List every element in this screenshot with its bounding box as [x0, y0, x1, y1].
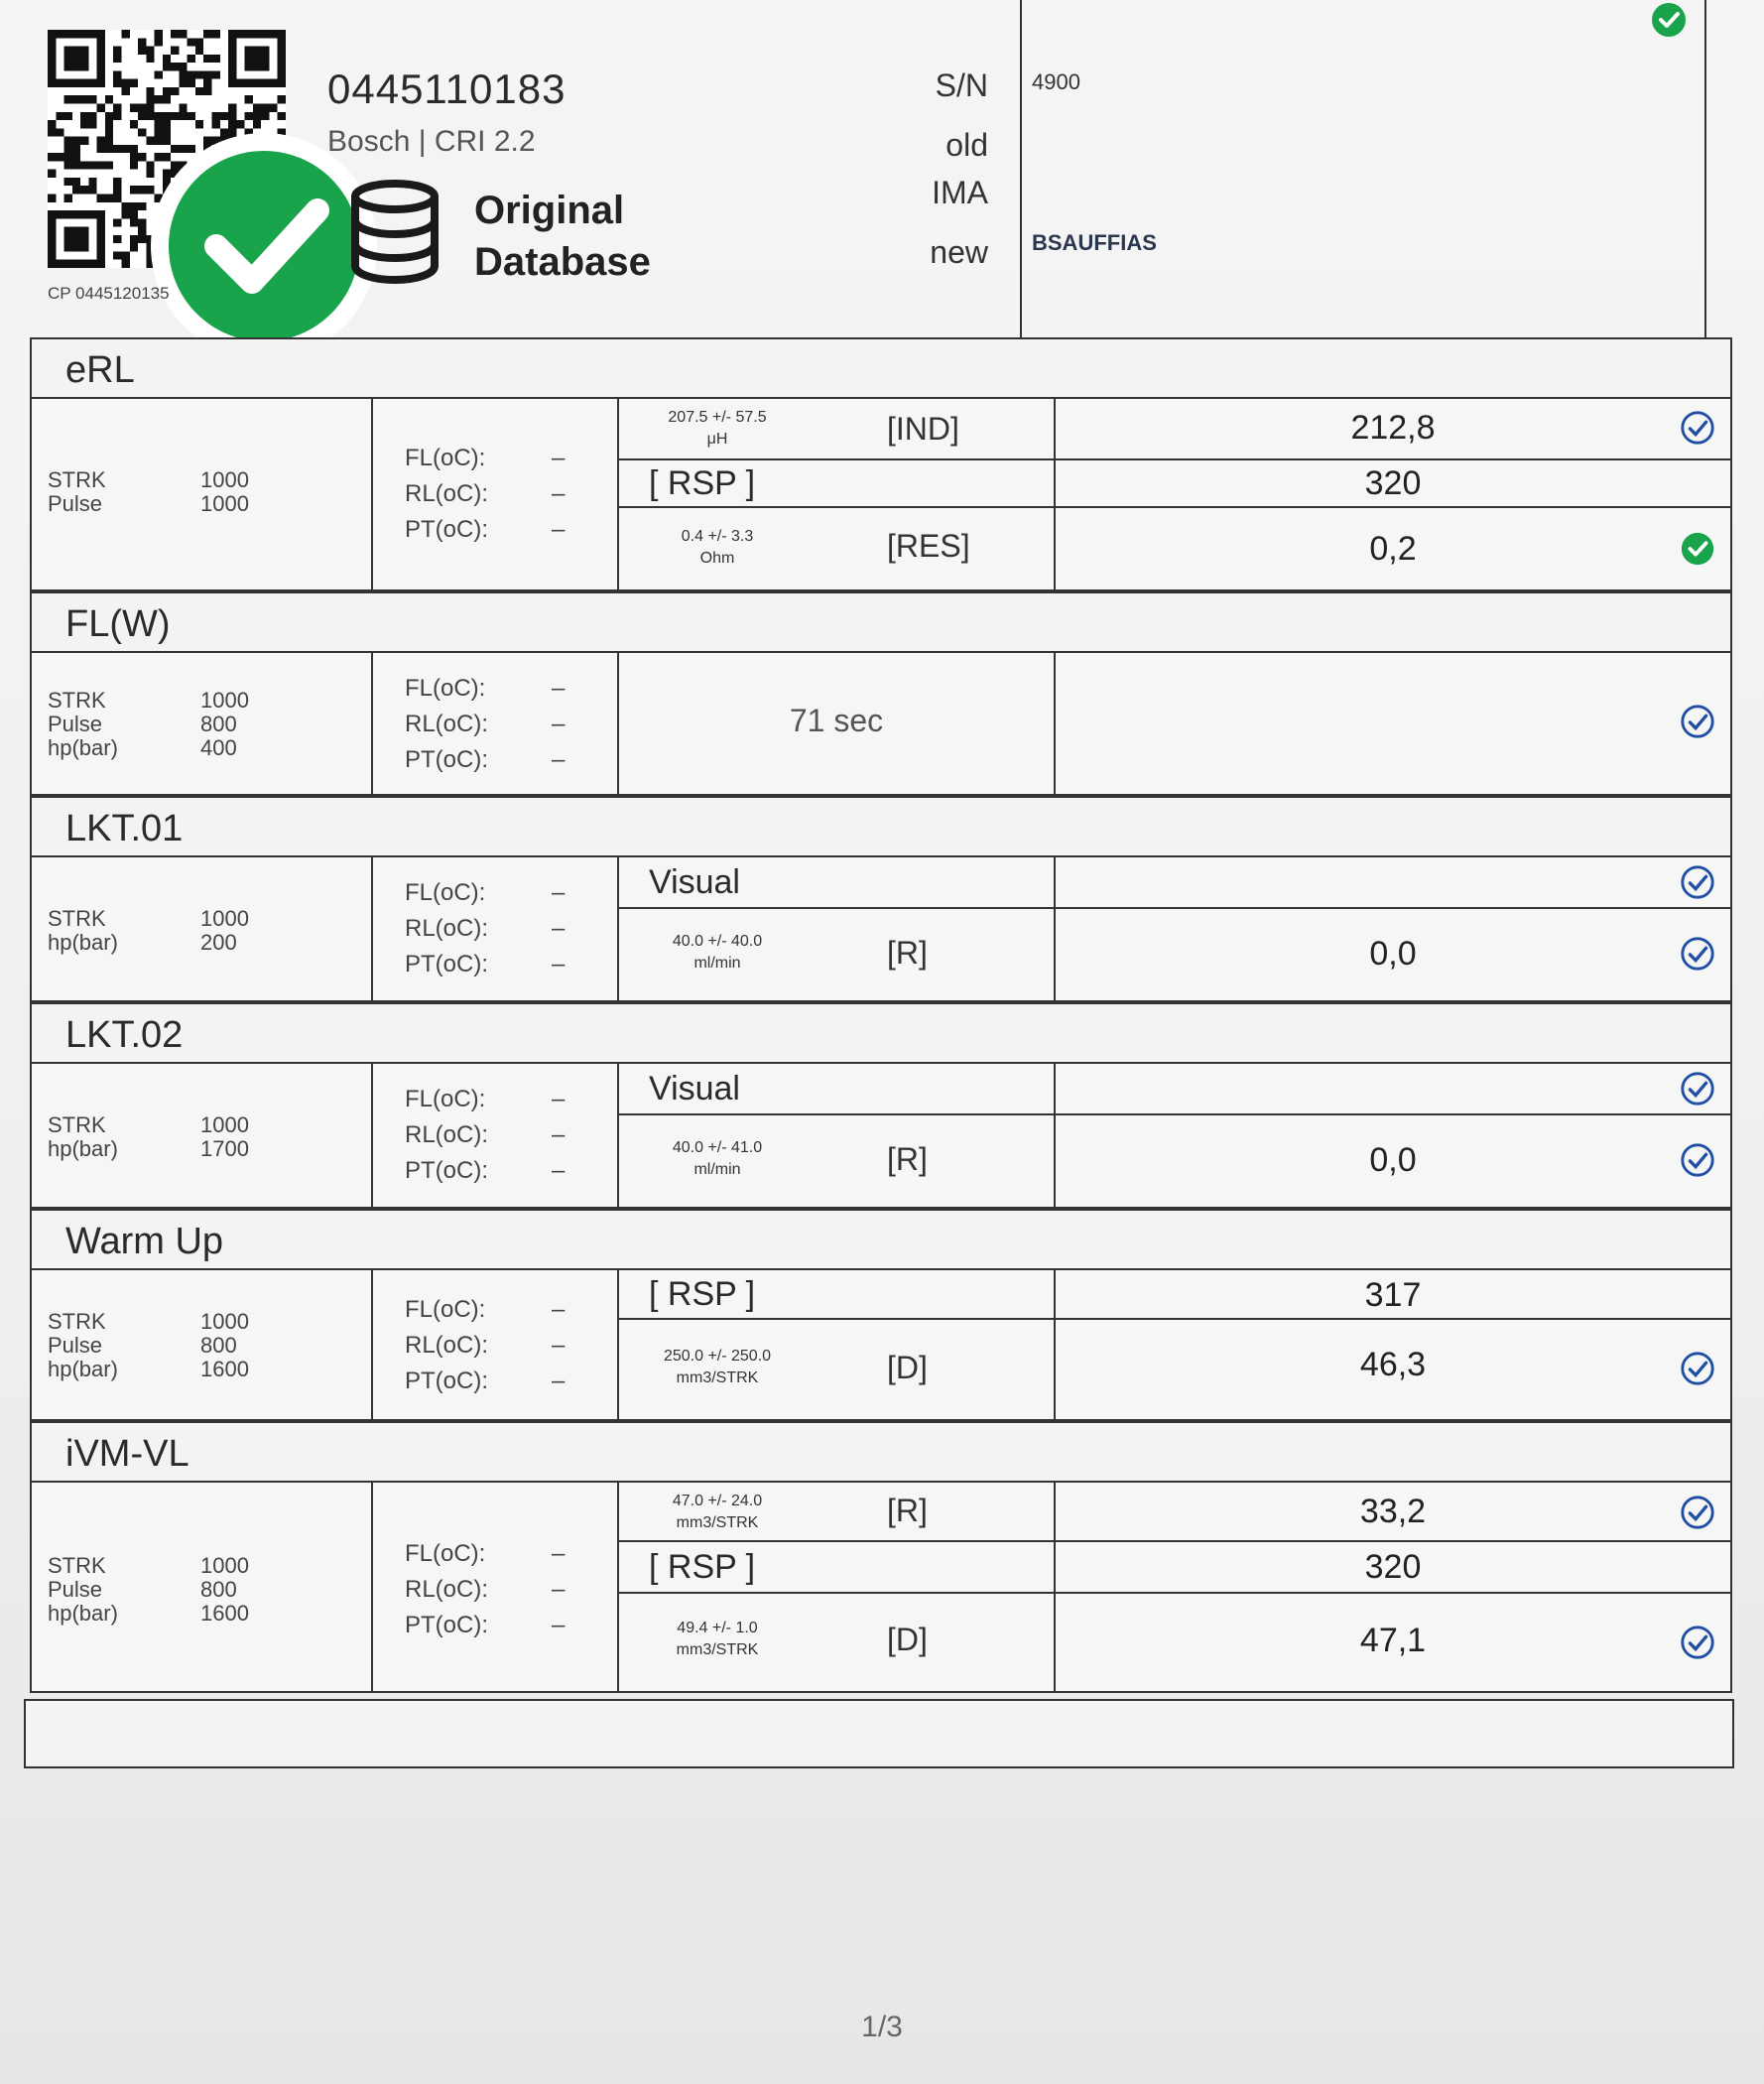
ivmvl-results: [1056, 1483, 1730, 1691]
check-outline-icon: [1679, 863, 1716, 901]
ivmvl-tag-r: [R]: [887, 1493, 928, 1528]
erl-result-row: [1056, 399, 1730, 460]
flw-temps: [373, 653, 619, 794]
section-lkt01-title: LKT.01: [65, 808, 184, 849]
ivmvl-temp-values: – – –: [552, 1540, 566, 1638]
lkt01-spec-r: 40.0 +/- 40.0 ml/min: [672, 933, 763, 972]
qr-code: [48, 30, 286, 268]
lkt01-temp-values: – – –: [552, 879, 566, 977]
ivmvl-param-values: 1000 800 1600: [200, 1553, 249, 1626]
erl-spec-row: [619, 399, 1054, 460]
check-outline-icon: [1679, 1624, 1716, 1661]
warmup-params: [32, 1270, 373, 1419]
lkt01-spec-row: [619, 857, 1054, 909]
warmup-temp-values: – – –: [552, 1296, 566, 1394]
warmup-result-row: [1056, 1270, 1730, 1320]
sn-key: S/N: [935, 67, 988, 103]
check-filled-icon: [1679, 530, 1716, 568]
ivmvl-temps: [373, 1483, 619, 1691]
lkt02-results: [1056, 1064, 1730, 1207]
section-lkt02-header: [30, 1002, 1732, 1064]
lkt01-tag-r: [R]: [887, 935, 928, 971]
lkt02-tag-r: [R]: [887, 1141, 928, 1177]
lkt01-results: [1056, 857, 1730, 1000]
ivmvl-spec-d: 49.4 +/- 1.0 mm3/STRK: [676, 1620, 759, 1658]
erl-value-res: 0,2: [1369, 530, 1417, 568]
section-ivmvl-header: [30, 1421, 1732, 1483]
warmup-param-names: STRK Pulse hp(bar): [48, 1309, 118, 1381]
lkt01-param-names: STRK hp(bar): [48, 906, 118, 955]
brand-model: Bosch | CRI 2.2: [327, 125, 536, 158]
lkt02-specs: [619, 1064, 1056, 1207]
new-key: new: [930, 234, 988, 270]
ivmvl-tag-rsp: [ RSP ]: [649, 1548, 756, 1586]
flw-results: [1056, 653, 1730, 794]
ivmvl-spec-row: [619, 1542, 1054, 1594]
lkt02-tag-visual: Visual: [649, 1070, 740, 1107]
lkt02-spec-row: [619, 1064, 1054, 1115]
section-warmup-body: [30, 1270, 1732, 1421]
warmup-specs: [619, 1270, 1056, 1419]
header-divider: [1020, 0, 1022, 337]
ivmvl-result-row: [1056, 1483, 1730, 1542]
check-outline-icon: [1679, 1070, 1716, 1107]
check-outline-icon: [1679, 1494, 1716, 1531]
ivmvl-spec-row: [619, 1483, 1054, 1542]
ivmvl-spec-row: [619, 1594, 1054, 1693]
warmup-temp-names: FL(oC): RL(oC): PT(oC):: [405, 1296, 489, 1394]
lkt02-spec-r: 40.0 +/- 41.0 ml/min: [672, 1139, 763, 1178]
status-ok-icon: [1649, 0, 1689, 40]
erl-result-row: [1056, 508, 1730, 591]
ima-key: IMA: [932, 175, 988, 210]
lkt01-result-row: [1056, 857, 1730, 909]
erl-spec-res: 0.4 +/- 3.3 Ohm: [681, 528, 754, 567]
flw-temp-names: FL(oC): RL(oC): PT(oC):: [405, 675, 489, 773]
old-key: old: [945, 127, 988, 163]
ivmvl-param-names: STRK Pulse hp(bar): [48, 1553, 118, 1626]
flw-duration: [619, 653, 1056, 794]
header-right-edge: [1704, 0, 1706, 337]
erl-value-ind: 212,8: [1350, 409, 1436, 447]
section-erl-title: eRL: [65, 349, 135, 391]
ivmvl-specs: [619, 1483, 1056, 1691]
lkt01-value-r: 0,0: [1369, 935, 1417, 973]
check-outline-icon: [1679, 1141, 1716, 1179]
erl-tag-res: [RES]: [887, 528, 970, 564]
section-warmup-header: [30, 1209, 1732, 1270]
lkt02-params: [32, 1064, 373, 1207]
lkt02-temp-names: FL(oC): RL(oC): PT(oC):: [405, 1086, 489, 1184]
warmup-result-row: [1056, 1320, 1730, 1421]
section-flw-header: [30, 591, 1732, 653]
erl-tag-rsp: [ RSP ]: [649, 464, 756, 502]
lkt02-result-row: [1056, 1064, 1730, 1115]
lkt02-spec-row: [619, 1115, 1054, 1209]
erl-specs: [619, 399, 1056, 589]
lkt01-temps: [373, 857, 619, 1000]
section-lkt01-header: [30, 796, 1732, 857]
ivmvl-params: [32, 1483, 373, 1691]
lkt02-temps: [373, 1064, 619, 1207]
erl-params: [32, 399, 373, 589]
ivmvl-value-r: 33,2: [1359, 1493, 1427, 1530]
erl-temp-values: – – –: [552, 445, 566, 543]
lkt02-temp-values: – – –: [552, 1086, 566, 1184]
warmup-temps: [373, 1270, 619, 1419]
warmup-value-rsp: 317: [1364, 1276, 1422, 1314]
erl-param-names: STRK Pulse: [48, 467, 106, 516]
page-number: 1/3: [861, 2011, 903, 2043]
check-outline-icon: [1679, 1350, 1716, 1387]
lkt01-param-values: 1000 200: [200, 906, 249, 955]
database-label-line2: Database: [474, 240, 651, 284]
ivmvl-result-row: [1056, 1594, 1730, 1693]
section-flw-body: [30, 653, 1732, 796]
check-outline-icon: [1679, 409, 1716, 447]
ivmvl-spec-r: 47.0 +/- 24.0 mm3/STRK: [672, 1493, 763, 1531]
section-ivmvl-title: iVM-VL: [65, 1433, 189, 1475]
erl-tag-ind: [IND]: [887, 411, 959, 447]
warmup-value-d: 46,3: [1359, 1346, 1427, 1383]
sn-value: 4900: [1032, 69, 1080, 94]
check-outline-icon: [1679, 935, 1716, 973]
warmup-spec-row: [619, 1270, 1054, 1320]
lkt01-tag-visual: Visual: [649, 863, 740, 901]
erl-results: [1056, 399, 1730, 589]
erl-spec-ind: 207.5 +/- 57.5 μH: [668, 409, 767, 448]
erl-temp-names: FL(oC): RL(oC): PT(oC):: [405, 445, 489, 543]
flw-temp-values: – – –: [552, 675, 566, 773]
ivmvl-temp-names: FL(oC): RL(oC): PT(oC):: [405, 1540, 489, 1638]
erl-temps: [373, 399, 619, 589]
ivmvl-tag-d: [D]: [887, 1622, 928, 1657]
erl-param-values: 1000 1000: [200, 467, 249, 516]
ivmvl-value-rsp: 320: [1364, 1548, 1422, 1586]
flw-param-values: 1000 800 400: [200, 688, 249, 760]
section-erl-body: [30, 399, 1732, 591]
lkt02-param-values: 1000 1700: [200, 1112, 249, 1161]
warmup-param-values: 1000 800 1600: [200, 1309, 249, 1381]
section-flw-title: FL(W): [65, 603, 171, 645]
new-value: BSAUFFIAS: [1032, 230, 1157, 255]
erl-result-row: [1056, 460, 1730, 508]
flw-params: [32, 653, 373, 794]
section-lkt02-body: [30, 1064, 1732, 1209]
empty-footer-row: [24, 1699, 1734, 1768]
check-outline-icon: [1679, 703, 1716, 740]
lkt02-param-names: STRK hp(bar): [48, 1112, 118, 1161]
lkt01-specs: [619, 857, 1056, 1000]
database-label-line1: Original: [474, 189, 625, 232]
part-number: 0445110183: [327, 65, 567, 112]
lkt01-spec-row: [619, 909, 1054, 1002]
ivmvl-result-row: [1056, 1542, 1730, 1594]
section-lkt02-title: LKT.02: [65, 1014, 184, 1056]
flw-duration-note: 71 sec: [789, 703, 884, 738]
erl-value-rsp: 320: [1364, 464, 1422, 502]
cp-label: CP 0445120135: [48, 284, 170, 303]
lkt02-value-r: 0,0: [1369, 1141, 1417, 1179]
warmup-spec-row: [619, 1320, 1054, 1421]
erl-spec-row: [619, 460, 1054, 508]
warmup-tag-d: [D]: [887, 1350, 928, 1385]
database-icon: [347, 179, 442, 286]
database-label: [474, 185, 651, 288]
section-ivmvl-body: [30, 1483, 1732, 1693]
lkt01-temp-names: FL(oC): RL(oC): PT(oC):: [405, 879, 489, 977]
warmup-results: [1056, 1270, 1730, 1419]
erl-spec-row: [619, 508, 1054, 591]
warmup-tag-rsp: [ RSP ]: [649, 1275, 756, 1313]
lkt02-result-row: [1056, 1115, 1730, 1209]
lkt01-result-row: [1056, 909, 1730, 1002]
flw-param-names: STRK Pulse hp(bar): [48, 688, 118, 760]
section-warmup-title: Warm Up: [65, 1221, 224, 1262]
section-lkt01-body: [30, 857, 1732, 1002]
ivmvl-value-d: 47,1: [1359, 1622, 1427, 1659]
lkt01-params: [32, 857, 373, 1000]
warmup-spec-d: 250.0 +/- 250.0 mm3/STRK: [663, 1348, 772, 1386]
section-erl-header: [30, 337, 1732, 399]
